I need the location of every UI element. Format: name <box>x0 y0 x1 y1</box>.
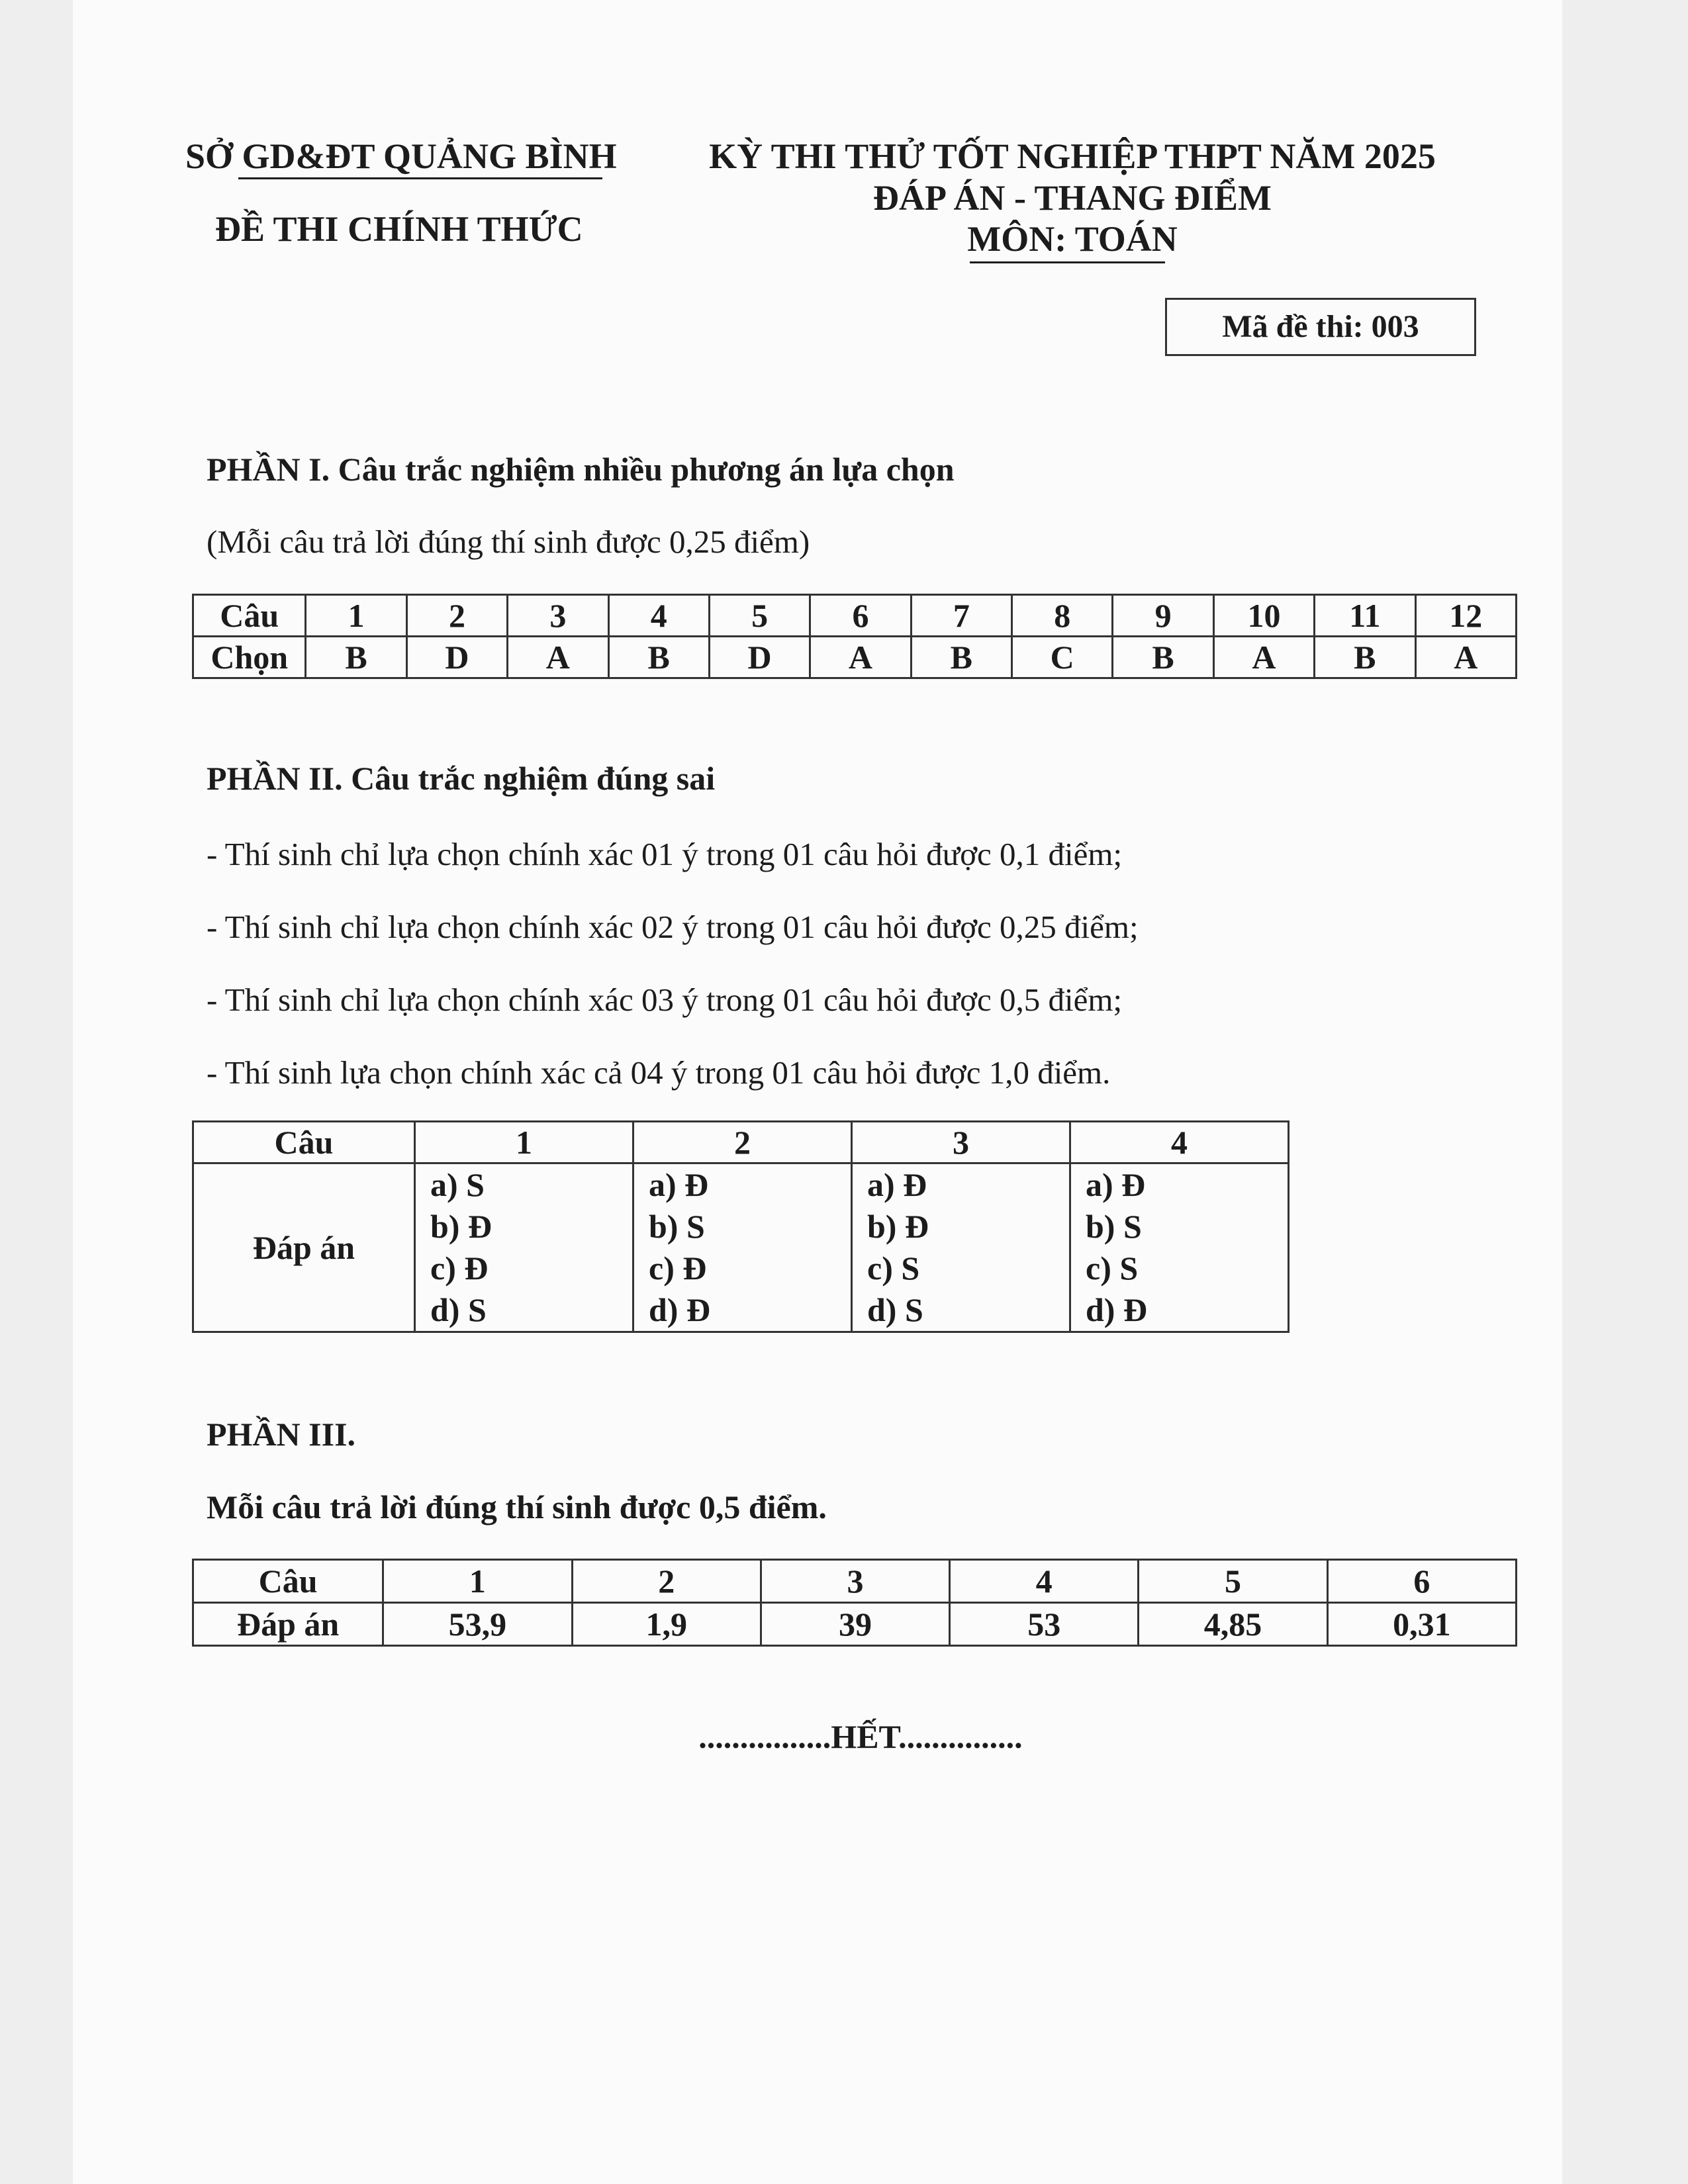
option: c) S <box>867 1250 920 1287</box>
part3-title: PHẦN III. <box>207 1416 356 1453</box>
answer-cell <box>852 1163 1070 1332</box>
option: d) S <box>867 1291 923 1328</box>
part2-answer-row <box>193 1163 1289 1332</box>
row-label: Đáp án <box>193 1163 415 1332</box>
option: a) Đ <box>649 1166 709 1203</box>
option: b) Đ <box>430 1208 492 1245</box>
answer-cell: D <box>709 637 810 678</box>
question-number: 12 <box>1415 595 1516 637</box>
question-number: 6 <box>1327 1560 1516 1603</box>
answer-cell: C <box>1012 637 1113 678</box>
answer-cell: B <box>608 637 709 678</box>
option: c) Đ <box>430 1250 489 1287</box>
option: b) S <box>649 1208 705 1245</box>
answer-cell: 4,85 <box>1139 1603 1327 1646</box>
exam-title: KỲ THI THỬ TỐT NGHIỆP THPT NĂM 2025 <box>709 136 1436 176</box>
question-number: 6 <box>810 595 911 637</box>
question-number: 1 <box>415 1122 633 1163</box>
row-label: Chọn <box>193 637 306 678</box>
part2-rule: - Thí sinh chỉ lựa chọn chính xác 02 ý trong 01 câu hỏi được 0,25 điểm; <box>207 909 1139 945</box>
option: d) Đ <box>1086 1291 1148 1328</box>
answer-cell <box>415 1163 633 1332</box>
part3-answer-table <box>192 1559 1517 1647</box>
question-number: 7 <box>911 595 1011 637</box>
answer-key-title: ĐÁP ÁN - THANG ĐIỂM <box>872 178 1272 218</box>
answer-cell: A <box>810 637 911 678</box>
part2-title: PHẦN II. Câu trắc nghiệm đúng sai <box>207 760 716 797</box>
question-number: 5 <box>1139 1560 1327 1603</box>
subject-underline <box>970 261 1165 263</box>
answer-cell <box>633 1163 852 1332</box>
department-underline <box>238 177 602 179</box>
option: d) Đ <box>649 1291 711 1328</box>
option: a) S <box>430 1166 485 1203</box>
answer-cell: B <box>1315 637 1415 678</box>
answer-cell: B <box>306 637 406 678</box>
question-number: 3 <box>508 595 608 637</box>
option: b) Đ <box>867 1208 929 1245</box>
question-number: 2 <box>633 1122 852 1163</box>
answer-cell <box>1070 1163 1289 1332</box>
part3-question-row <box>193 1560 1517 1603</box>
question-number: 4 <box>608 595 709 637</box>
part3-note: Mỗi câu trả lời đúng thí sinh được 0,5 điểm. <box>207 1488 827 1525</box>
question-number: 4 <box>950 1560 1139 1603</box>
answer-cell: B <box>1113 637 1213 678</box>
part1-question-row <box>193 595 1517 637</box>
part1-title: PHẦN I. Câu trắc nghiệm nhiều phương án lựa chọn <box>207 451 955 488</box>
exam-code-box: Mã đề thi: 003 <box>1165 298 1476 356</box>
question-number: 3 <box>852 1122 1070 1163</box>
part1-answer-table <box>192 594 1517 679</box>
row-label: Câu <box>193 1560 383 1603</box>
answer-cell: 1,9 <box>572 1603 761 1646</box>
option: a) Đ <box>867 1166 927 1203</box>
answer-cell: 53,9 <box>383 1603 572 1646</box>
question-number: 1 <box>383 1560 572 1603</box>
answer-cell: A <box>1415 637 1516 678</box>
official-exam-label: ĐỀ THI CHÍNH THỨC <box>215 209 583 249</box>
answer-cell: 53 <box>950 1603 1139 1646</box>
part2-rule: - Thí sinh chỉ lựa chọn chính xác 03 ý trong 01 câu hỏi được 0,5 điểm; <box>207 981 1123 1018</box>
part2-rule: - Thí sinh lựa chọn chính xác cả 04 ý trong 01 câu hỏi được 1,0 điểm. <box>207 1054 1111 1091</box>
option: c) Đ <box>649 1250 707 1287</box>
answer-cell: B <box>911 637 1011 678</box>
question-number: 2 <box>572 1560 761 1603</box>
question-number: 3 <box>761 1560 949 1603</box>
part2-answer-table <box>192 1120 1289 1333</box>
row-label: Câu <box>193 595 306 637</box>
end-marker: ................HẾT............... <box>698 1718 1023 1755</box>
answer-cell: D <box>406 637 507 678</box>
part1-note: (Mỗi câu trả lời đúng thí sinh được 0,25 điểm) <box>207 523 810 560</box>
question-number: 8 <box>1012 595 1113 637</box>
question-number: 10 <box>1213 595 1314 637</box>
answer-cell: 39 <box>761 1603 949 1646</box>
subject-title: MÔN: TOÁN <box>967 219 1178 259</box>
part2-question-row <box>193 1122 1289 1163</box>
answer-cell: A <box>508 637 608 678</box>
question-number: 5 <box>709 595 810 637</box>
question-number: 2 <box>406 595 507 637</box>
question-number: 11 <box>1315 595 1415 637</box>
option: c) S <box>1086 1250 1139 1287</box>
answer-cell: 0,31 <box>1327 1603 1516 1646</box>
option: d) S <box>430 1291 487 1328</box>
row-label: Câu <box>193 1122 415 1163</box>
question-number: 1 <box>306 595 406 637</box>
question-number: 9 <box>1113 595 1213 637</box>
answer-cell: A <box>1213 637 1314 678</box>
row-label: Đáp án <box>193 1603 383 1646</box>
option: b) S <box>1086 1208 1142 1245</box>
part2-rule: - Thí sinh chỉ lựa chọn chính xác 01 ý trong 01 câu hỏi được 0,1 điểm; <box>207 836 1123 872</box>
option: a) Đ <box>1086 1166 1146 1203</box>
part1-answer-row <box>193 637 1517 678</box>
question-number: 4 <box>1070 1122 1289 1163</box>
part3-answer-row <box>193 1603 1517 1646</box>
department-name: SỞ GD&ĐT QUẢNG BÌNH <box>185 136 617 176</box>
